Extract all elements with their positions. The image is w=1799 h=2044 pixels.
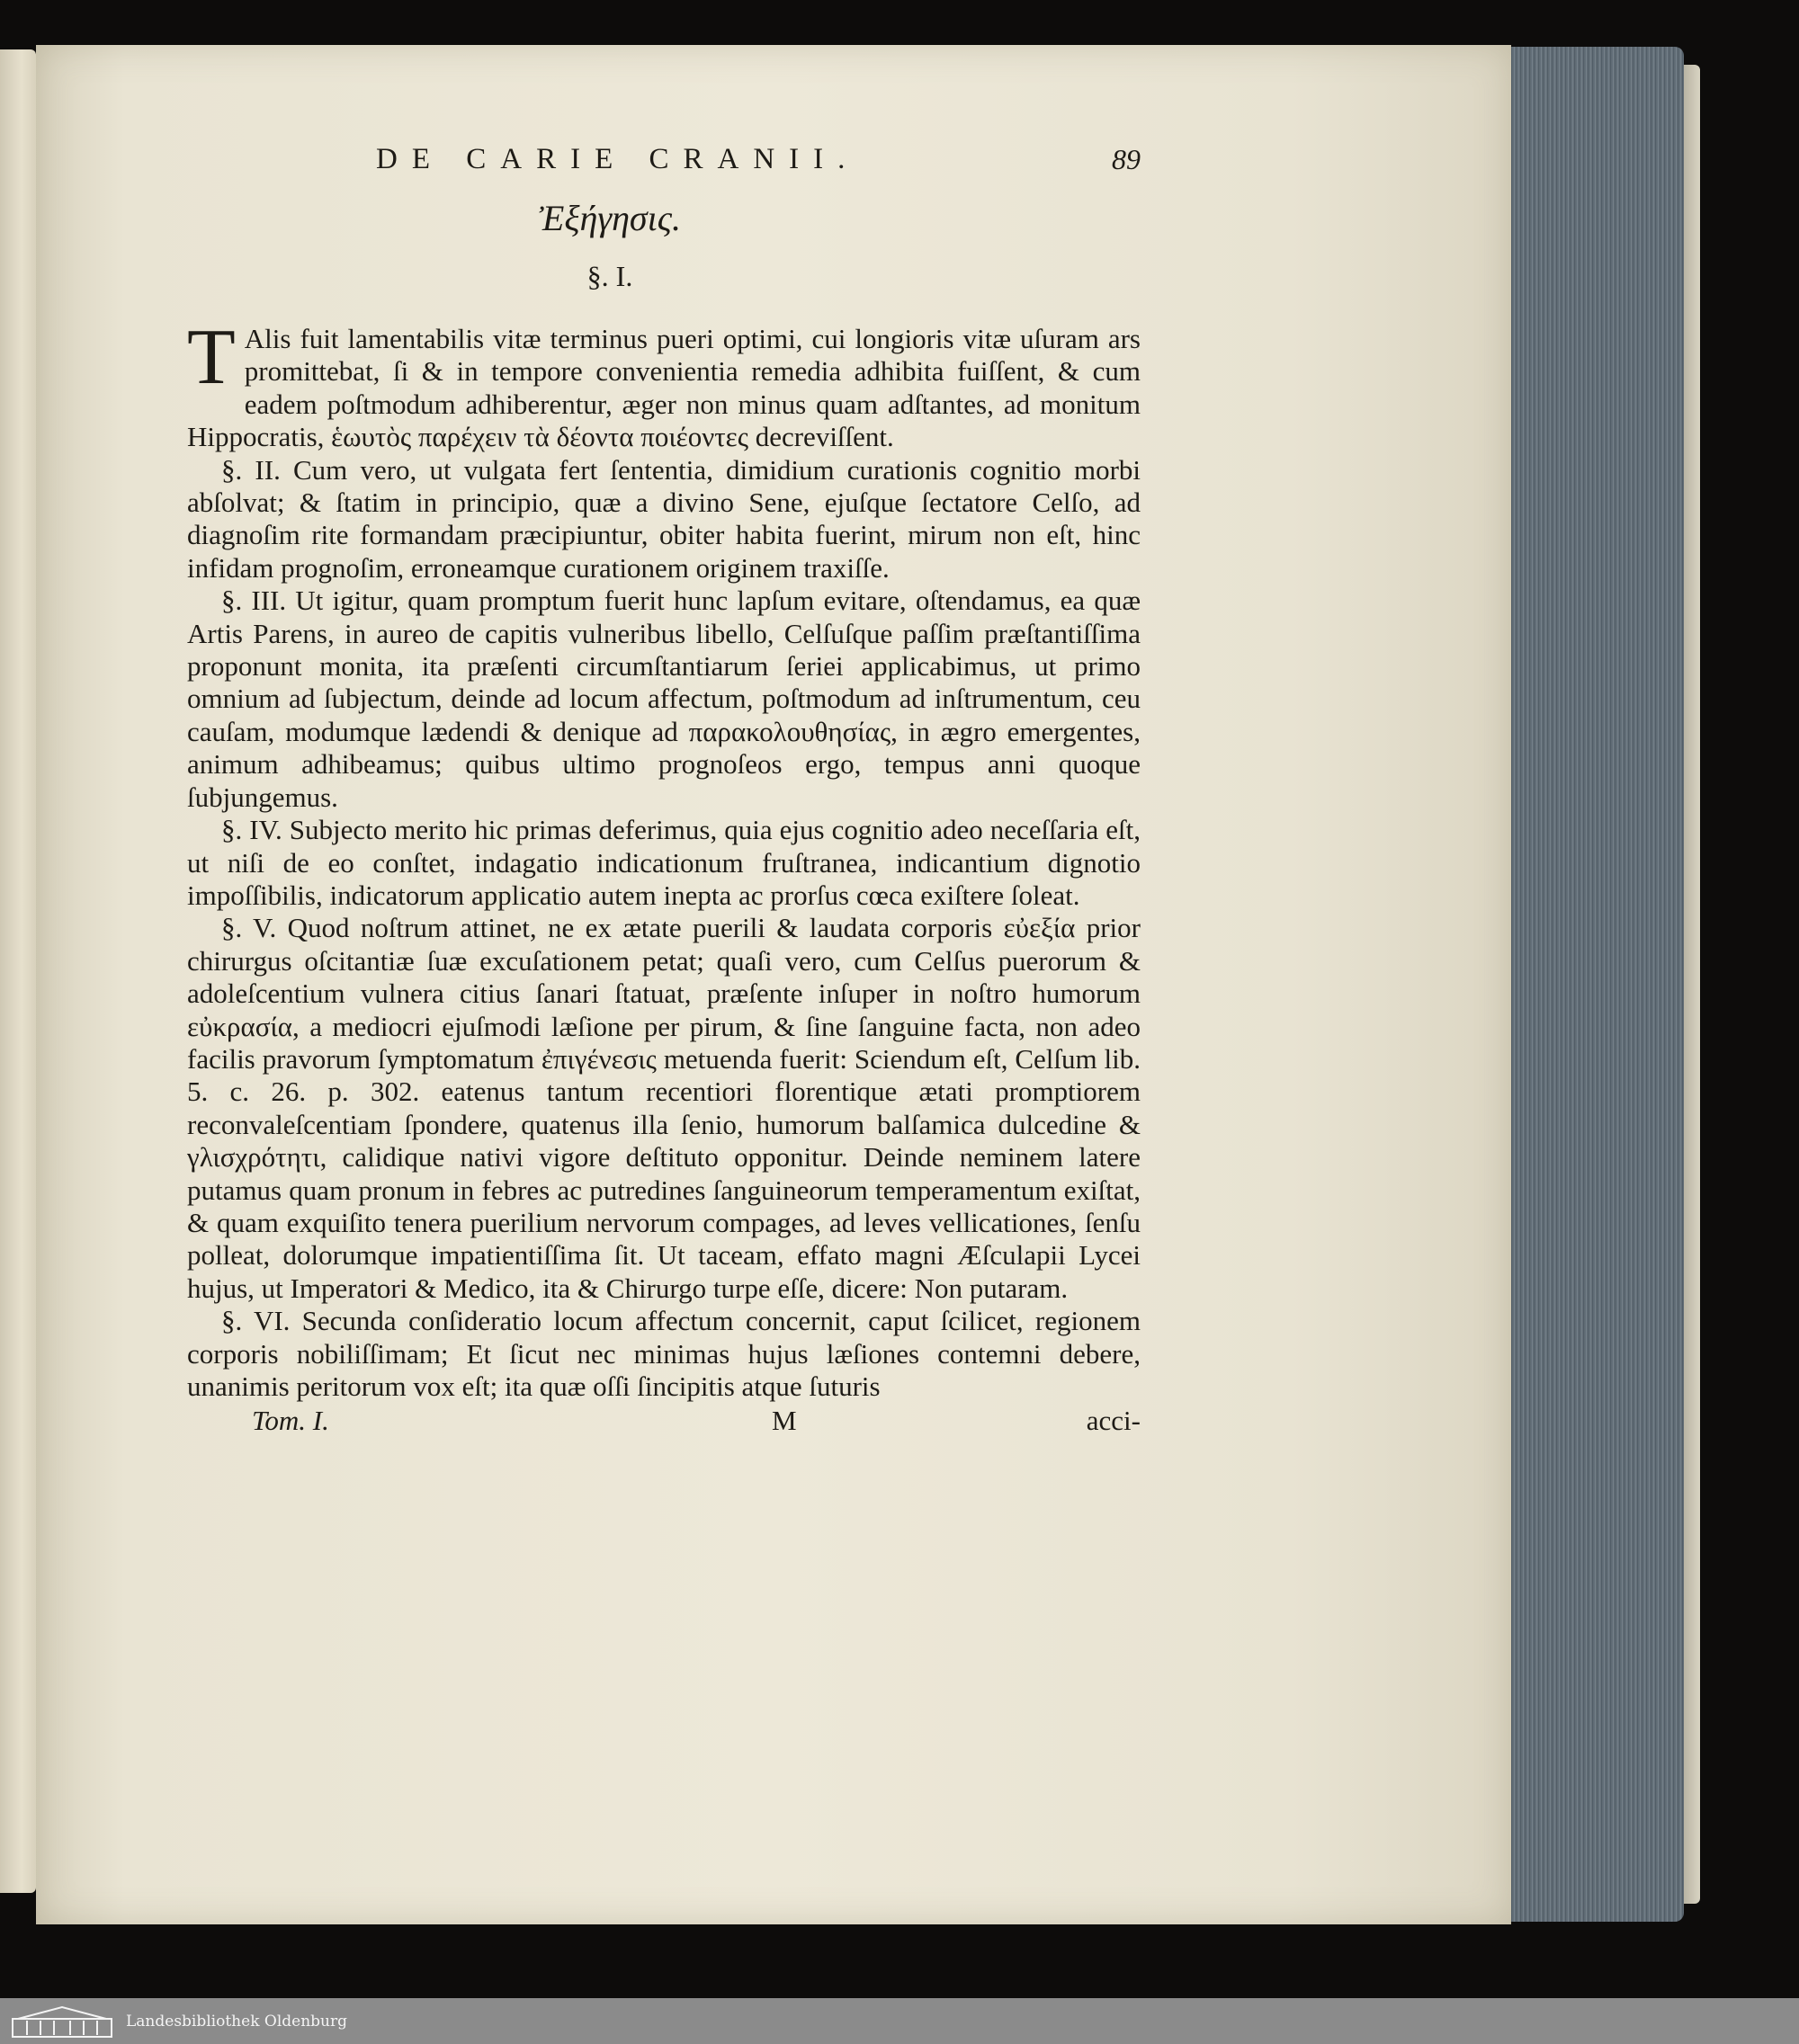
- section-mark: §. I.: [586, 260, 633, 292]
- footer-bar: [0, 1998, 1799, 2044]
- gathering-signature: M: [772, 1405, 797, 1437]
- previous-page-edge: [0, 49, 36, 1893]
- paragraph-4: §. IV. Subjecto merito hic primas deferimus, quia ejus cognitio adeo neceſſaria eſt, ut niſi de eo conſtet, indagatio indicationum fruſtranea, indicantium dignotio impoſſibilis, indicatorum applicatio autem inepta ac prorſus cœca exiſtere ſoleat.: [187, 814, 1141, 911]
- page-text-block: [187, 139, 1141, 1441]
- page-stack-edges: [1504, 47, 1684, 1922]
- page-number: 89: [1112, 143, 1141, 175]
- paragraph-1: TAlis fuit lamentabilis vitæ terminus pueri optimi, cui longioris vitæ uſuram ars promittebat, ſi & in tempore convenientia remedia adhibita fuiſſent, & cum eadem poſtmodum adhiberentur, æger non minus quam adſtantes, ad monitum Hippocratis, ἑωυτὸς παρέχειν τὰ δέοντα ποιέοντες decreviſſent.: [187, 314, 1141, 453]
- catchline: [187, 1405, 1141, 1441]
- greek-heading: Ἐξήγησις.: [539, 198, 681, 238]
- running-title: DE CARIE CRANII.: [376, 143, 860, 175]
- paragraph-6: §. VI. Secunda conſideratio locum affectum concernit, caput ſcilicet, regionem corporis nobiliſſimam; Et ſicut nec minimas hujus læſiones contemni debere, unanimis peritorum vox eſt; ita quæ oſſi ſincipitis atque ſuturis: [187, 1305, 1141, 1402]
- volume-signature: Tom. I.: [252, 1405, 329, 1437]
- paragraph-2: §. II. Cum vero, ut vulgata fert ſententia, dimidium curationis cognitio morbi abſolvat; & ſtatim in principio, quæ a divino Sene, ejuſque ſectatore Celſo, ad diagnoſim rite formandam præcipiuntur, obiter habita fuerint, mirum non eſt, hinc infidam prognoſim, erroneamque curationem originem traxiſſe.: [187, 453, 1141, 584]
- paragraph-3: §. III. Ut igitur, quam promptum fuerit hunc lapſum evitare, oſtendamus, ea quæ Artis Parens, in aureo de capitis vulneribus libello, Celſuſque paſſim præſtantiſſima proponunt monita, ita præſenti circumſtantiarum ſeriei applicabimus, ut primo omnium ad ſubjectum, deinde ad locum affectum, poſtmodum ad inſtrumentum, ceu cauſam, modumque lædendi & denique ad παρακολουθησίας, in ægro emergentes, animum adhibeamus; quibus ultimo prognoſeos ergo, tempus anni quoque ſubjungemus.: [187, 585, 1141, 813]
- library-building-icon: [9, 2004, 115, 2039]
- running-head: [187, 139, 1141, 184]
- footer-library-name: Landesbibliothek Oldenburg: [126, 2012, 348, 2031]
- catchword: acci-: [1086, 1405, 1141, 1437]
- paragraph-5: §. V. Quod noſtrum attinet, ne ex ætate puerili & laudata corporis εὐεξία prior chirurgus oſcitantiæ ſuæ excuſationem petat; quaſi vero, cum Celſus puerorum & adoleſcentium vulnera citius ſanari ſtatuat, præſente inſuper in noſtro humorum εὐκρασία, a mediocri ejuſmodi læſione per pirum, & ſine ſanguine facta, non adeo facilis pravorum ſymptomatum ἐπιγένεσις metuenda fuerit: Sciendum eſt, Celſum lib. 5. c. 26. p. 302. eatenus tantum recentiori florentique ætati promptiorem reconvaleſcentiam ſpondere, quatenus illa ſenio, humorum balſamica dulcedine & γλισχρότητι, calidique nativi vigore deſtituto opponitur. Deinde neminem latere putamus quam pronum in febres ac putredines ſanguineorum temperamentum exiſtat, & quam exquiſito tenera puerilium nervorum compages, ad leves vellicationes, ſenſu polleat, dolorumque impatientiſſima ſit. Ut taceam, effato magni Æſculapii Lycei hujus, ut Imperatori & Medico, ita & Chirurgo turpe eſſe, dicere: Non putaram.: [187, 912, 1141, 1304]
